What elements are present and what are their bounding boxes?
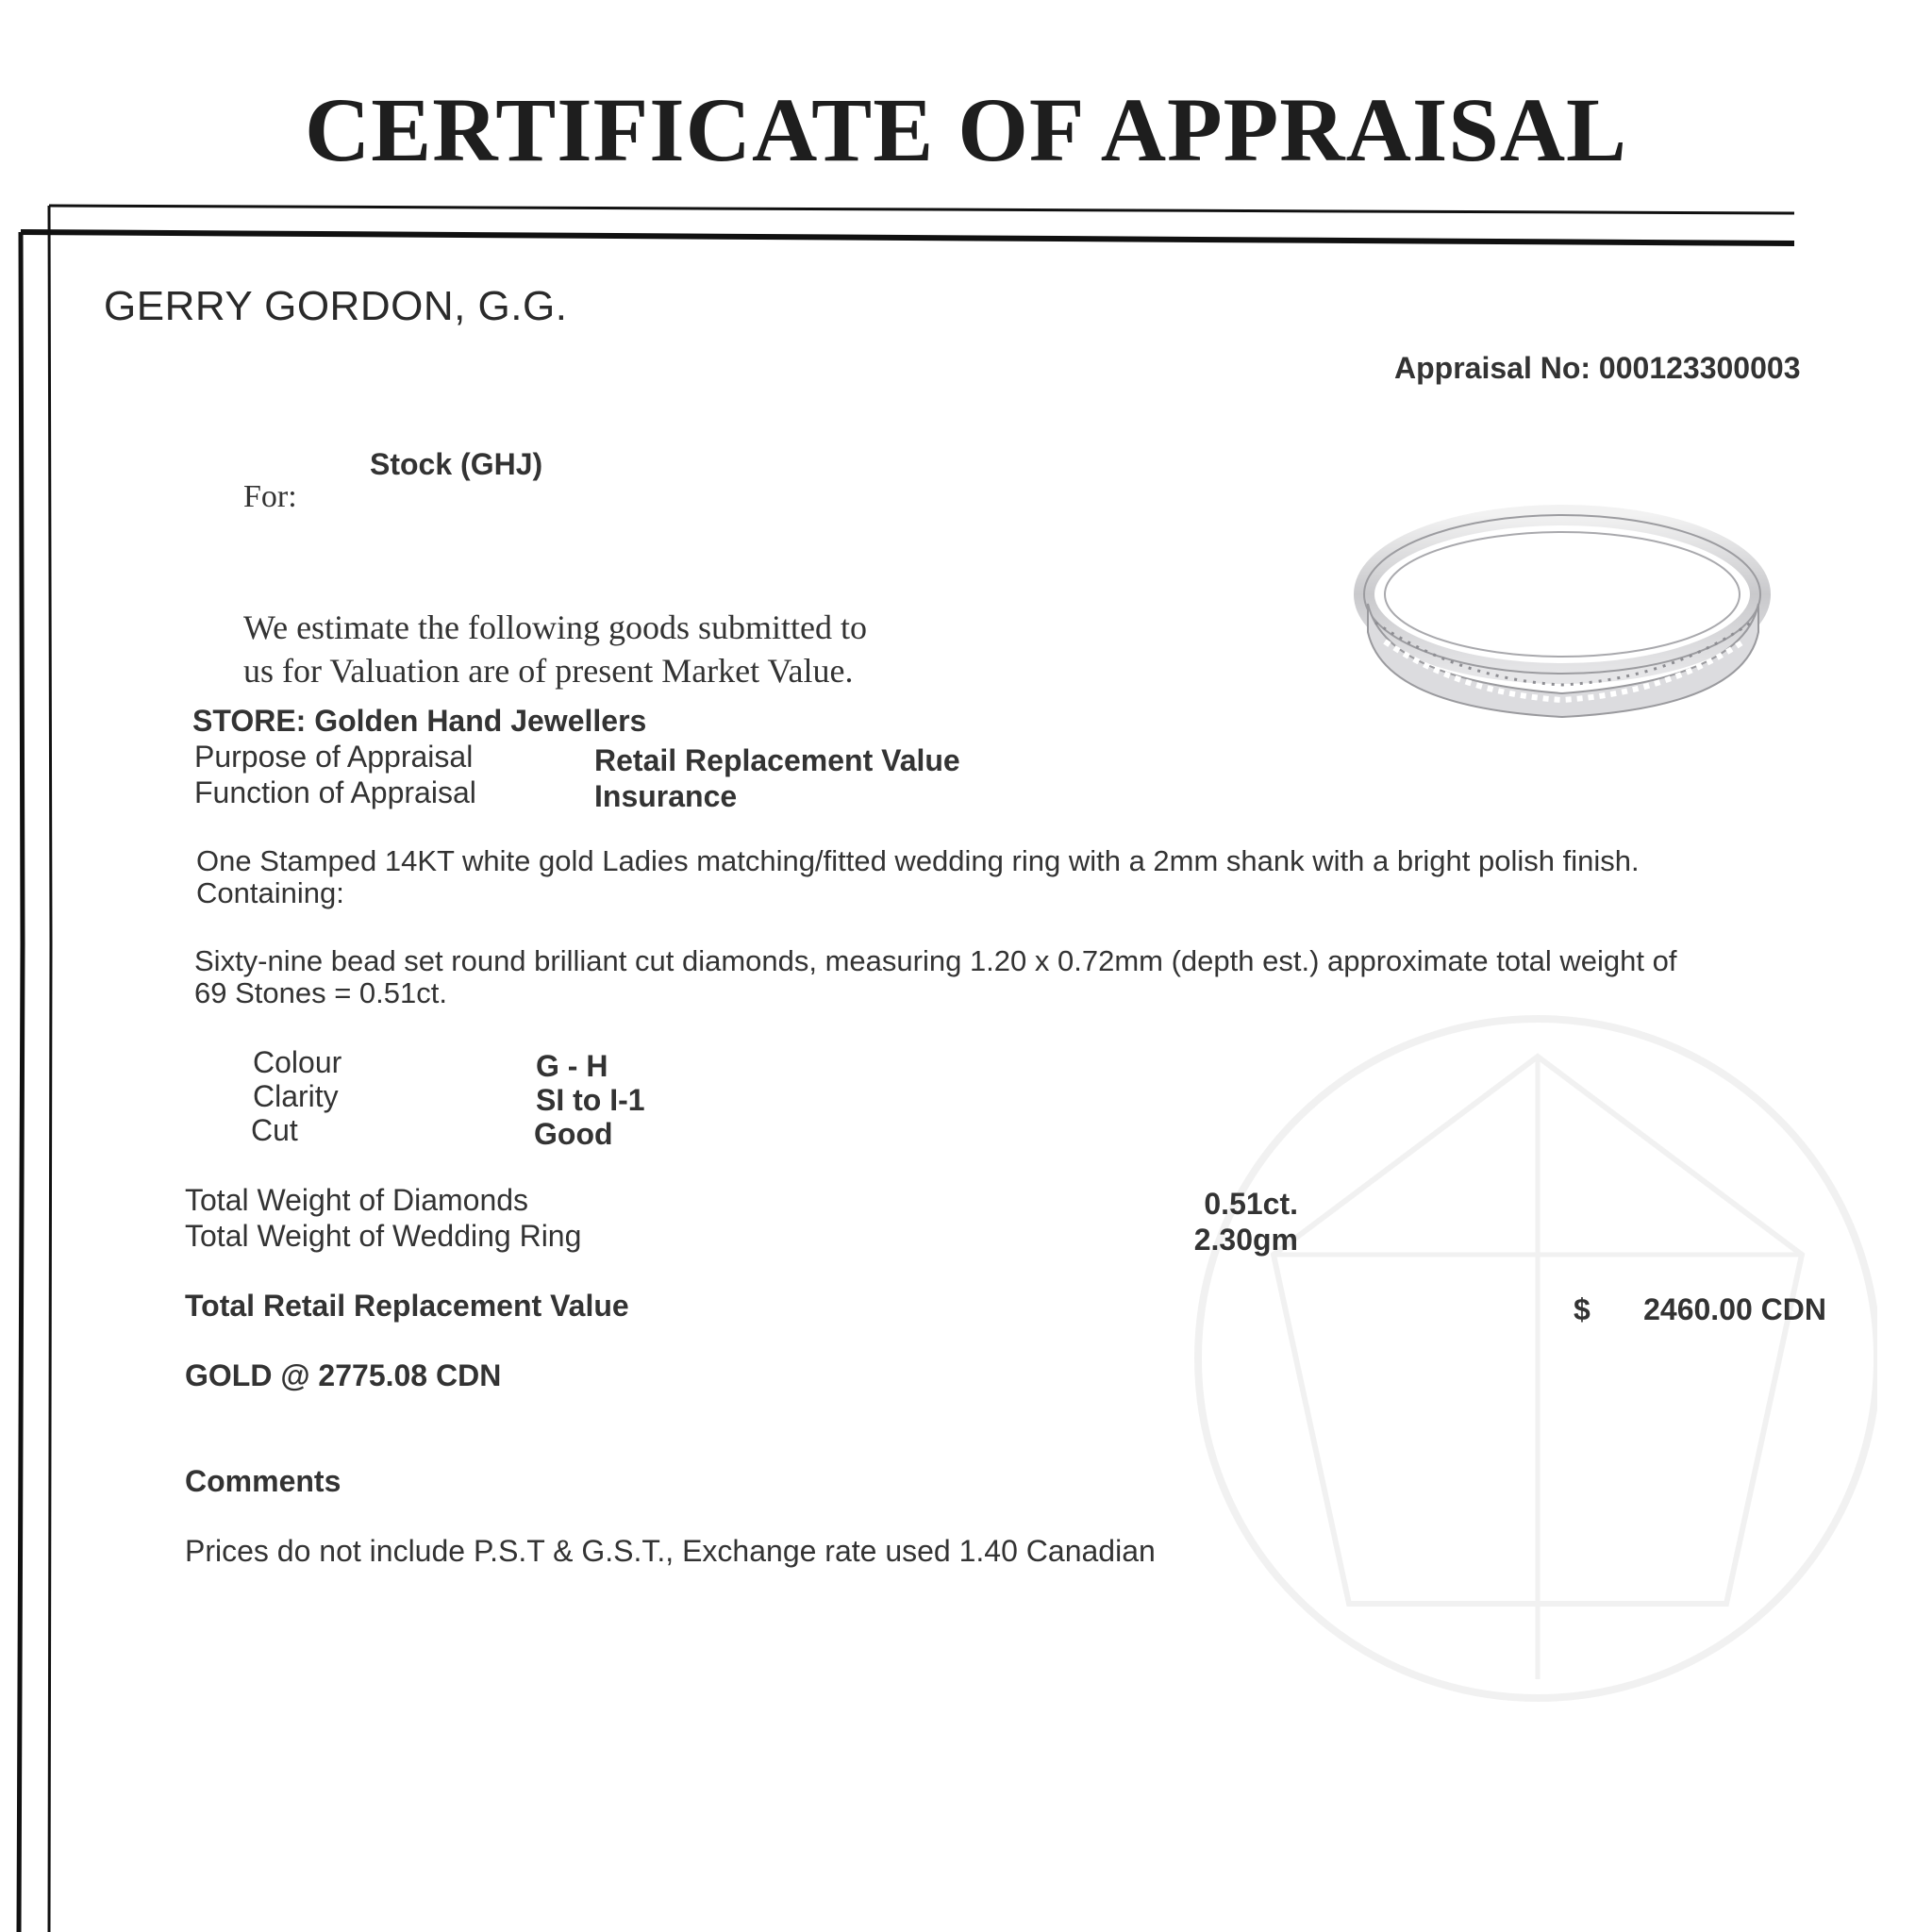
store-name: STORE: Golden Hand Jewellers	[192, 704, 647, 738]
clarity-label: Clarity	[253, 1079, 339, 1113]
diamond-description: Sixty-nine bead set round brilliant cut diamonds, measuring 1.20 x 0.72mm (depth est.) approximate total weight of 69 Stones = 0.51ct.	[194, 944, 1677, 1009]
diamond-watermark	[1066, 943, 1877, 1887]
estimate-statement	[243, 606, 867, 692]
estimate-line-1: We estimate the following goods submitted to	[243, 608, 868, 646]
replacement-value-label: Total Retail Replacement Value	[185, 1289, 629, 1323]
diamond-weight-value: 0.51ct.	[1204, 1187, 1298, 1221]
client-name: Stock (GHJ)	[370, 447, 543, 481]
ring-weight-label: Total Weight of Wedding Ring	[185, 1219, 582, 1253]
colour-label: Colour	[253, 1045, 342, 1079]
cut-label: Cut	[251, 1113, 298, 1147]
estimate-line-2: us for Valuation are of present Market Value.	[243, 652, 854, 690]
comments-heading: Comments	[185, 1464, 341, 1498]
ring-weight-value: 2.30gm	[1193, 1223, 1298, 1257]
purpose-label: Purpose of Appraisal	[194, 740, 474, 774]
for-label: For:	[243, 479, 297, 514]
replacement-value-amount: 2460.00 CDN	[1643, 1292, 1826, 1326]
comments-text: Prices do not include P.S.T & G.S.T., Exchange rate used 1.40 Canadian	[185, 1534, 1156, 1568]
function-label: Function of Appraisal	[194, 775, 476, 809]
ring-description: One Stamped 14KT white gold Ladies matching/fitted wedding ring with a 2mm shank with a bright polish finish. Containing:	[196, 844, 1640, 909]
certificate-title: CERTIFICATE OF APPRAISAL	[304, 79, 1628, 180]
appraisal-number: Appraisal No: 000123300003	[1394, 351, 1801, 385]
function-value: Insurance	[594, 779, 738, 813]
clarity-value: SI to I-1	[536, 1083, 645, 1117]
colour-value: G - H	[536, 1049, 608, 1083]
appraiser-name: GERRY GORDON, G.G.	[104, 283, 568, 329]
purpose-value: Retail Replacement Value	[594, 743, 960, 777]
currency-symbol: $	[1574, 1292, 1591, 1326]
gold-price: GOLD @ 2775.08 CDN	[185, 1358, 502, 1392]
diamond-weight-label: Total Weight of Diamonds	[185, 1183, 529, 1217]
cut-value: Good	[534, 1117, 613, 1151]
ring-photo	[1347, 491, 1781, 736]
